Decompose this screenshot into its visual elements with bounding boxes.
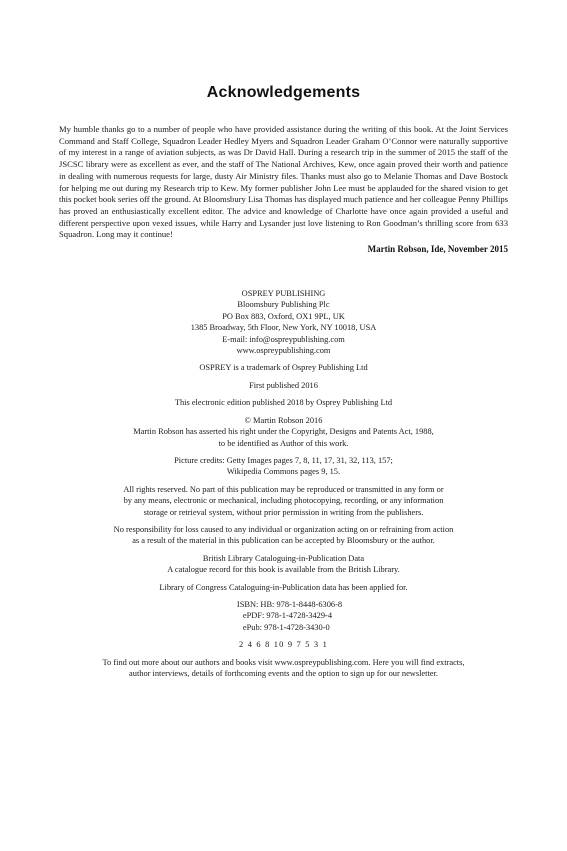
- publisher-address-uk: PO Box 883, Oxford, OX1 9PL, UK: [222, 311, 345, 321]
- copyright-block: [59, 288, 508, 651]
- isbn-epdf: ePDF: 978-1-4728-3429-4: [242, 611, 333, 621]
- rights-line-3: storage or retrieval system, without prior permission in writing from the publishers.: [143, 507, 424, 517]
- footer-note: [59, 657, 508, 680]
- acknowledgement-paragraph: My humble thanks go to a number of people who have provided assistance during the writing of this book. At the Joint Services Command and Staff College, Squadron Leader Hedley Myers and Squadron Leader Graham O’Connor were naturally supportive of my interest in a range of aviation subjects, as was Dr David Hall. During a research trip in the summer of 2015 the staff of the JSCSC library were as excellent as ever, and the staff of The National Archives, Kew, once again proved their worth and patience in dealing with numerous requests for large, dusty Air Ministry files. Thanks must also go to Melanie Thomas and Dave Bostock for helping me out during my Research trip to Kew. My former publisher John Lee must be applauded for the shared vision to get this pocket book series off the ground. At Bloomsbury Lisa Thomas has displayed much patience and her colleague Penny Phillips has proved an enthusiastically excellent editor. The advice and knowledge of Charlotte have once again provided a useful and different perspective upon vexed issues, while Harry and Lysander just love listening to Ron Goodman’s thrilling score from 633 Squadron. Long may it continue!: [59, 124, 508, 240]
- first-published-line: First published 2016: [249, 380, 318, 390]
- copyright-notice: [59, 415, 508, 449]
- publisher-website: www.ospreypublishing.com: [236, 346, 331, 356]
- rights-line-1: All rights reserved. No part of this publication may be reproduced or transmitted in any form or: [123, 484, 444, 494]
- liability-line-2: as a result of the material in this publication can be accepted by Bloomsbury or the author.: [132, 536, 435, 546]
- isbn-epub: ePub: 978-1-4728-3430-0: [242, 622, 330, 632]
- rights-notice: [59, 484, 508, 518]
- author-signature: Martin Robson, Ide, November 2015: [367, 244, 508, 255]
- publisher-email: E-mail: info@ospreypublishing.com: [222, 334, 345, 344]
- publisher-address-us: 1385 Broadway, 5th Floor, New York, NY 10018, USA: [190, 323, 377, 333]
- isbn-hb: ISBN: HB: 978-1-8448-6306-8: [236, 599, 343, 609]
- copyright-line-3: to be identified as Author of this work.: [218, 438, 349, 448]
- picture-credits: [59, 455, 508, 478]
- library-of-congress-notice: Library of Congress Cataloguing-in-Publication data has been applied for.: [159, 582, 408, 592]
- picture-credits-line-2: Wikipedia Commons pages 9, 15.: [226, 467, 341, 477]
- publisher-name: OSPREY PUBLISHING: [241, 289, 326, 299]
- publisher-block: [59, 288, 508, 356]
- picture-credits-line-1: Picture credits: Getty Images pages 7, 8, 11, 17, 31, 32, 113, 157;: [174, 455, 393, 465]
- liability-line-1: No responsibility for loss caused to any individual or organization acting on or refraining from action: [113, 524, 454, 534]
- british-library-line-2: A catalogue record for this book is available from the British Library.: [167, 565, 400, 575]
- page-title: Acknowledgements: [206, 84, 361, 101]
- footer-line-2: author interviews, details of forthcoming events and the option to sign up for our newsletter.: [129, 669, 438, 678]
- print-line: 2 4 6 8 10 9 7 5 3 1: [239, 640, 328, 650]
- electronic-edition-line: This electronic edition published 2018 by Osprey Publishing Ltd: [174, 398, 393, 408]
- british-library-line-1: British Library Cataloguing-in-Publication Data: [202, 553, 365, 563]
- liability-notice: [59, 524, 508, 547]
- british-library-notice: [59, 553, 508, 576]
- trademark-line: OSPREY is a trademark of Osprey Publishing Ltd: [199, 363, 368, 373]
- rights-line-2: by any means, electronic or mechanical, including photocopying, recording, or any information: [123, 496, 444, 506]
- publisher-company: Bloomsbury Publishing Plc: [237, 300, 330, 310]
- copyright-line-1: © Martin Robson 2016: [244, 415, 323, 425]
- isbn-block: [59, 599, 508, 633]
- footer-line-1: To find out more about our authors and books visit www.ospreypublishing.com. Here you will find extracts,: [102, 657, 465, 667]
- copyright-line-2: Martin Robson has asserted his right under the Copyright, Designs and Patents Act, 1988,: [133, 427, 434, 437]
